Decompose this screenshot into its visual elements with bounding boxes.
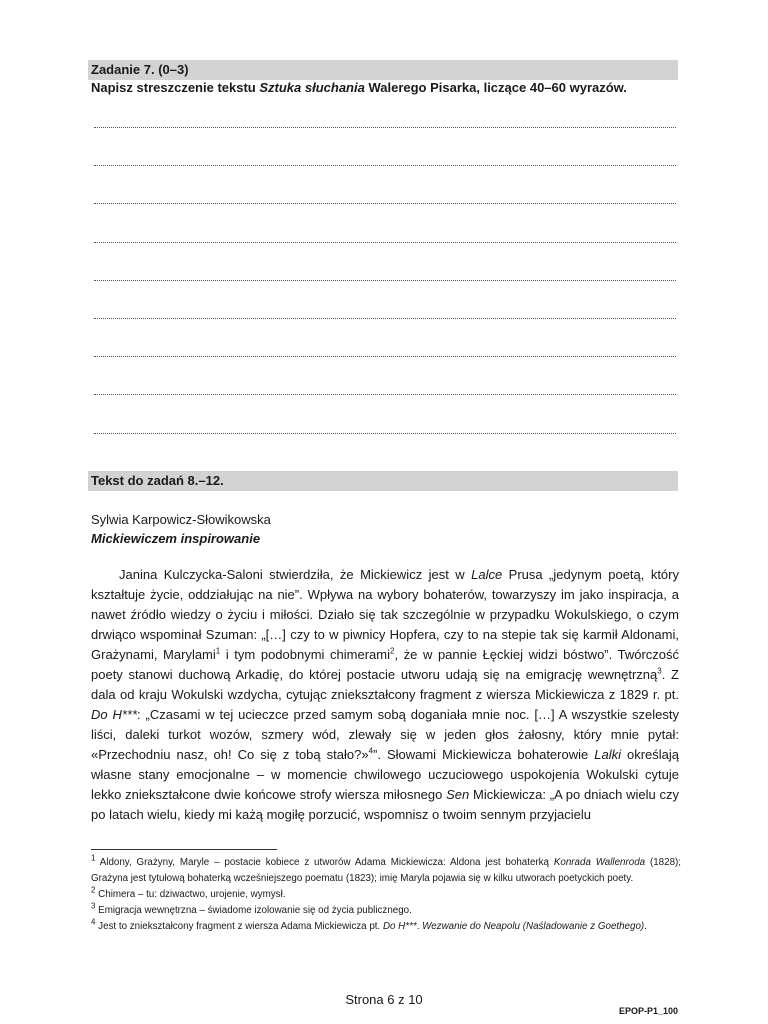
answer-line[interactable] [94, 394, 676, 395]
footnote-ref: 4 [368, 746, 374, 756]
answer-line[interactable] [94, 318, 676, 319]
answer-line[interactable] [94, 242, 676, 243]
answer-line[interactable] [94, 280, 676, 281]
article-paragraph: Janina Kulczycka-Saloni stwierdziła, że Mickiewicz jest w Lalce Prusa „jedynym poetą, który kształtuje życie, oddziałując na nie”. Wpływa na wybory bohaterów, towarzyszy im jako inspiracja, a nawet źródło wiedzy o życiu i miłości. Działo się tak szczególnie w przypadku Wokulskiego, o czym drwiąco wspominał Szuman: „[…] czy to w piwnicy Hopfera, czy to na stepie tak się karmił Aldonami, Grażynami, Marylami$^1$ i tym podobnymi chimerami$^2$, że w pannie Łęckiej widzi bóstwo”. Twórczość poety stanowi duchową Arkadię, do której postacie utworu udają się na emigrację wewnętrzną$^3$. Z dala od kraju Wokulski wzdycha, cytując zniekształcony fragment z wiersza Mickiewicza z 1829 r. pt. Do H***: „Czasami w tej ucieczce przed samym sobą doganiała mnie noc. […] A wszystkie szelesty liści, daleki turkot wozów, szmery wód, zlewały się w jeden głos żałosny, który mnie pytał: «Przechodniu nasz, oh! Co się z tobą stało?»$^4$”. Słowami Mickiewicza bohaterowie Lalki określają własne stany emocjonalne – w momencie chwilowego uczuciowego uspokojenia Wokulski cytuje lekko zniekształcone dwie końcowe strofy wiersza miłosnego Sen Mickiewicza: „A po dniach wielu czy po latach wielu, kiedy mi każą mogiłę porzucić, wspomnisz o twoim sennym przyjacielu [91, 567, 680, 822]
footnote-divider [91, 849, 277, 850]
footnote-ref: 1 [215, 646, 221, 656]
article-body [91, 565, 679, 825]
answer-line[interactable] [94, 433, 676, 434]
answer-line[interactable] [94, 203, 676, 204]
exam-code: EPOP-P1_100 [618, 1006, 678, 1016]
answer-line[interactable] [94, 356, 676, 357]
task-7-instruction: Napisz streszczenie tekstu Sztuka słuchania Walerego Pisarka, liczące 40–60 wyrazów. [91, 80, 627, 95]
footnotes [91, 855, 681, 935]
footnote-ref: 3 [657, 666, 662, 676]
answer-line[interactable] [94, 127, 676, 128]
footnote-3: $^3$ Emigracja wewnętrzna – świadome izolowanie się od życia publicznego. [91, 901, 412, 916]
article-author: Sylwia Karpowicz-Słowikowska [91, 512, 271, 527]
page-number: Strona 6 z 10 [345, 992, 423, 1007]
footnote-1: $^1$ Aldony, Grażyny, Maryle – postacie kobiece z utworów Adama Mickiewicza: Aldona jest bohaterką Konrada Wallenroda (1828); Grażyna jest tytułową bohaterką wcześniejszego poematu (1823); imię Maryla pojawia się w kilku utworach poetyckich poety. [91, 853, 682, 884]
footnote-4: $^4$ Jest to zniekształcony fragment z wiersza Adama Mickiewicza pt. Do H***. Wezwanie do Neapolu (Naśladowanie z Goethego). [91, 917, 647, 932]
section-header: Tekst do zadań 8.–12. [88, 471, 678, 491]
article-title: Mickiewiczem inspirowanie [91, 531, 261, 546]
answer-line[interactable] [94, 165, 676, 166]
task-7-header: Zadanie 7. (0–3) [88, 60, 678, 80]
footnote-2: $^2$ Chimera – tu: dziwactwo, urojenie, wymysł. [91, 885, 286, 900]
footnote-ref: 2 [389, 646, 395, 656]
